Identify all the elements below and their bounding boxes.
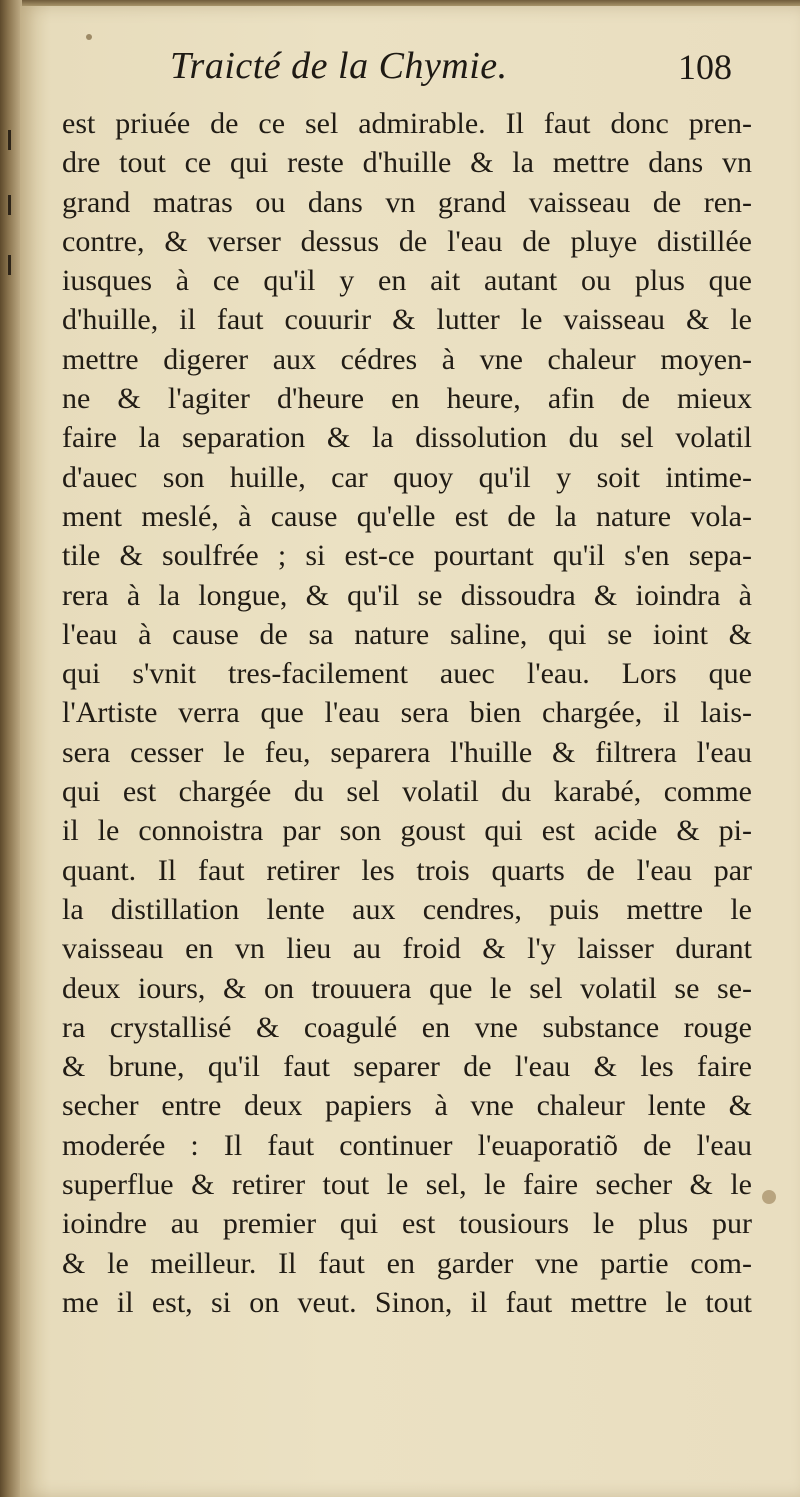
text-line: secher entre deux papiers à vne chaleur lente & [62,1089,752,1123]
text-line: ra crystallisé & coagulé en vne substance rouge [62,1010,752,1044]
text-line: mettre digerer aux cédres à vne chaleur moyen- [62,342,752,376]
text-line: d'auec son huille, car quoy qu'il y soit intime- [62,460,752,494]
text-line: faire la separation & la dissolution du sel volatil [62,421,752,455]
text-line: contre, & verser dessus de l'eau de pluye distillée [62,224,752,258]
text-line: l'eau à cause de sa nature saline, qui se ioint & [62,617,752,651]
binding-gutter [0,0,22,1497]
text-line: ment meslé, à cause qu'elle est de la nature vola- [62,499,752,533]
text-line: ioindre au premier qui est tousiours le plus pur [62,1207,752,1241]
text-line: vaisseau en vn lieu au froid & l'y laisser durant [62,932,752,966]
page-number: 108 [678,47,732,87]
text-line: & brune, qu'il faut separer de l'eau & les faire [62,1050,752,1084]
text-line: qui est chargée du sel volatil du karabé, comme [62,775,752,809]
text-line: qui s'vnit tres-facilement auec l'eau. Lors que [62,657,752,691]
text-line: me il est, si on veut. Sinon, il faut mettre le tout [62,1285,752,1319]
text-line: d'huille, il faut couurir & lutter le vaisseau & le [62,303,752,337]
text-line: est priuée de ce sel admirable. Il faut donc pren- [62,107,752,140]
paper-stain [86,34,92,40]
text-line: dre tout ce qui reste d'huille & la mettre dans vn [62,146,752,180]
text-line: la distillation lente aux cendres, puis mettre le [62,892,752,926]
text-line: ne & l'agiter d'heure en heure, afin de mieux [62,382,752,416]
text-line: & le meilleur. Il faut en garder vne partie com- [62,1246,752,1280]
text-line: sera cesser le feu, separera l'huille & filtrera l'eau [62,735,752,769]
gutter-mark [8,195,11,215]
text-line: rera à la longue, & qu'il se dissoudra & ioindra à [62,578,752,612]
running-title: Traicté de la Chymie. [170,45,508,87]
text-line: l'Artiste verra que l'eau sera bien chargée, il lais- [62,696,752,730]
body-text [62,104,752,1322]
text-line: tile & soulfrée ; si est-ce pourtant qu'il s'en sepa- [62,539,752,573]
text-line: grand matras ou dans vn grand vaisseau de ren- [62,185,752,219]
page-header [60,40,730,100]
text-line: il le connoistra par son goust qui est acide & pi- [62,814,752,848]
text-line: iusques à ce qu'il y en ait autant ou plus que [62,264,752,298]
gutter-mark [8,130,11,150]
paper-stain [762,1190,776,1204]
text-line: quant. Il faut retirer les trois quarts de l'eau par [62,853,752,887]
text-line: deux iours, & on trouuera que le sel volatil se se- [62,971,752,1005]
gutter-mark [8,255,11,275]
text-line: superflue & retirer tout le sel, le faire secher & le [62,1168,752,1202]
text-line: moderée : Il faut continuer l'euaporatiõ de l'eau [62,1128,752,1162]
